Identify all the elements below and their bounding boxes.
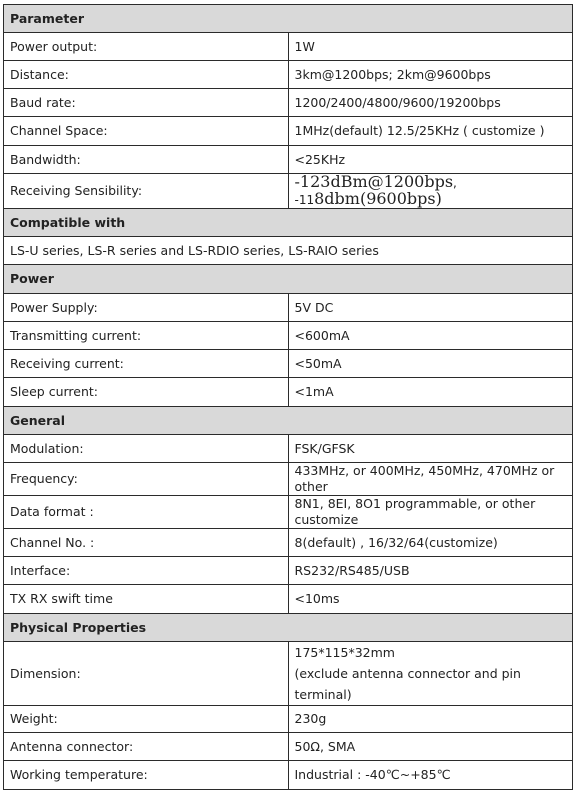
table-row: [4, 435, 573, 463]
table-row: [4, 61, 573, 89]
sensibility-value-b: , -11: [294, 176, 457, 207]
table-row: [4, 294, 573, 322]
section-header-compatible: [4, 209, 573, 237]
row-label: Baud rate:: [4, 89, 289, 117]
row-value: 433MHz, or 400MHz, 450MHz, 470MHz or other: [288, 463, 573, 496]
row-value: <600mA: [288, 322, 573, 350]
row-label: Receiving current:: [4, 350, 289, 378]
row-label: Channel Space:: [4, 117, 289, 146]
row-value: Industrial : -40℃~+85℃: [288, 761, 573, 790]
row-value: 5V DC: [288, 294, 573, 322]
row-value: <10ms: [288, 585, 573, 614]
section-title: Physical Properties: [4, 614, 573, 642]
section-header-physical: [4, 614, 573, 642]
table-row: [4, 557, 573, 585]
table-row: [4, 33, 573, 61]
row-label: Transmitting current:: [4, 322, 289, 350]
table-row: [4, 350, 573, 378]
row-value: [288, 642, 573, 706]
table-row: [4, 89, 573, 117]
row-value: FSK/GFSK: [288, 435, 573, 463]
sensibility-value-a: -123dBm@1200bps: [294, 172, 454, 191]
row-value: <25KHz: [288, 146, 573, 174]
row-value: 230g: [288, 706, 573, 733]
row-label: Weight:: [4, 706, 289, 733]
table-row: [4, 585, 573, 614]
row-label: Power output:: [4, 33, 289, 61]
row-value: 1200/2400/4800/9600/19200bps: [288, 89, 573, 117]
table-row: [4, 496, 573, 529]
row-label: Modulation:: [4, 435, 289, 463]
sensibility-value-c: 8dbm(9600bps): [314, 189, 442, 208]
row-value: 1MHz(default) 12.5/25KHz ( customize ): [288, 117, 573, 146]
table-row: [4, 322, 573, 350]
dimension-line-2: (exclude antenna connector and pin terminal): [294, 666, 521, 702]
section-header-power: [4, 265, 573, 294]
row-value: 8(default) , 16/32/64(customize): [288, 529, 573, 557]
section-title: Power: [4, 265, 573, 294]
row-value: [288, 174, 573, 209]
row-label: Interface:: [4, 557, 289, 585]
table-row: [4, 761, 573, 790]
row-value: <1mA: [288, 378, 573, 407]
compatible-text: LS-U series, LS-R series and LS-RDIO series, LS-RAIO series: [4, 237, 573, 265]
table-row: [4, 706, 573, 733]
row-label: Working temperature:: [4, 761, 289, 790]
dimension-line-1: 175*115*32mm: [294, 645, 395, 660]
section-header-parameter: [4, 5, 573, 33]
table-row: [4, 642, 573, 706]
table-row: [4, 463, 573, 496]
row-value: 8N1, 8EI, 8O1 programmable, or other customize: [288, 496, 573, 529]
table-row: [4, 733, 573, 761]
row-label: Power Supply:: [4, 294, 289, 322]
row-label: Dimension:: [4, 642, 289, 706]
row-label: Distance:: [4, 61, 289, 89]
section-title: Parameter: [4, 5, 573, 33]
row-value: <50mA: [288, 350, 573, 378]
section-title: Compatible with: [4, 209, 573, 237]
row-value: 3km@1200bps; 2km@9600bps: [288, 61, 573, 89]
row-label: TX RX swift time: [4, 585, 289, 614]
table-row: [4, 378, 573, 407]
row-value: 1W: [288, 33, 573, 61]
table-row: [4, 117, 573, 146]
section-title: General: [4, 407, 573, 435]
section-header-general: [4, 407, 573, 435]
table-row: [4, 146, 573, 174]
row-label: Frequency:: [4, 463, 289, 496]
row-label: Receiving Sensibility:: [4, 174, 289, 209]
table-row: [4, 174, 573, 209]
table-row: [4, 237, 573, 265]
spec-table: [3, 4, 573, 790]
row-label: Data format :: [4, 496, 289, 529]
row-label: Antenna connector:: [4, 733, 289, 761]
row-value: 50Ω, SMA: [288, 733, 573, 761]
row-label: Channel No. :: [4, 529, 289, 557]
row-value: RS232/RS485/USB: [288, 557, 573, 585]
table-row: [4, 529, 573, 557]
row-label: Sleep current:: [4, 378, 289, 407]
row-label: Bandwidth:: [4, 146, 289, 174]
